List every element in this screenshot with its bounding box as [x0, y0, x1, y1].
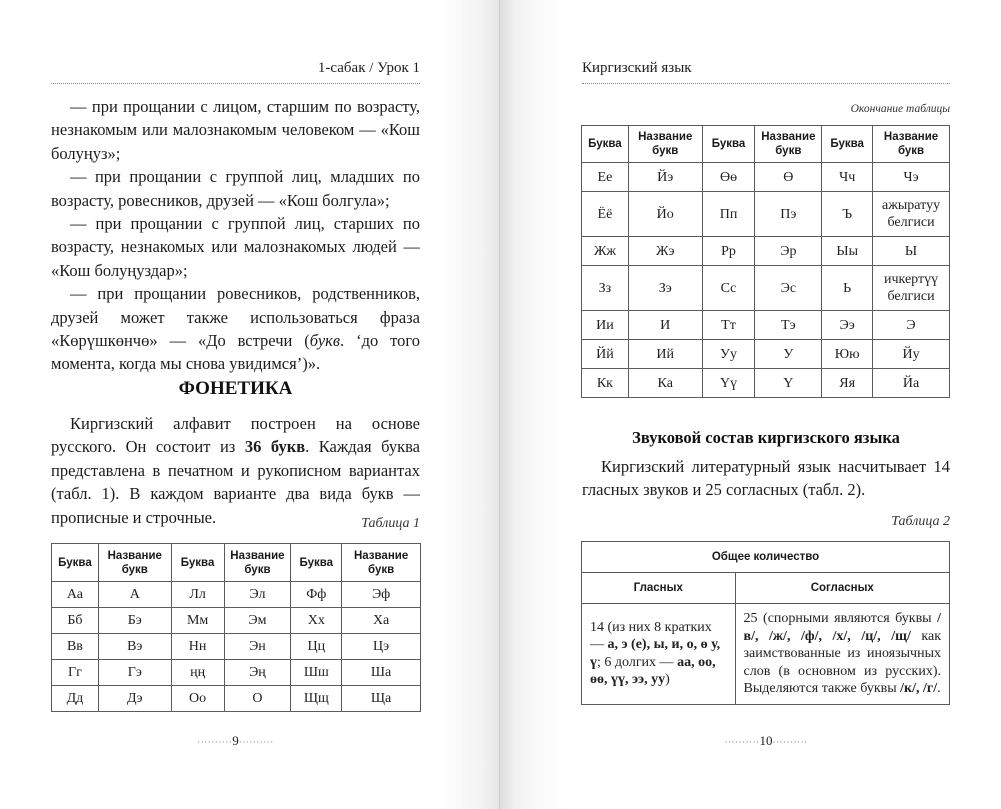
page-number-right — [582, 733, 950, 749]
column-header: Название букв — [224, 544, 291, 582]
text-run: Киргизский алфавит построен на основе русского. Он состоит из — [51, 414, 420, 457]
paragraph: Киргизский литературный язык насчитывает 14 гласных звуков и 25 согласных (табл. 2). — [582, 457, 950, 500]
table-caption-2: Таблица 2 — [891, 514, 950, 529]
paragraph — [51, 282, 420, 376]
running-head-left: 1-сабак / Урок 1 — [51, 60, 420, 84]
text-run: ) — [665, 672, 670, 688]
letter-cell: Хх — [291, 608, 342, 634]
letter-cell: Нн — [171, 634, 224, 660]
letter-name-cell: Цэ — [342, 634, 421, 660]
letter-cell: Өө — [702, 163, 755, 192]
letter-name-cell: Эр — [755, 237, 822, 266]
text-run: как заимствованные из иноязычных слов (в основном из русских). Выделяются также буквы — [743, 628, 941, 696]
letter-cell: Юю — [822, 340, 873, 369]
letter-cell: Оо — [171, 686, 224, 712]
distinguished-consonants-list: /к/, /г/ — [900, 681, 938, 696]
letter-cell: Тт — [702, 311, 755, 340]
letter-cell: Зз — [582, 266, 629, 311]
letter-cell: Фф — [291, 582, 342, 608]
column-header: Буква — [171, 544, 224, 582]
letter-cell: Пп — [702, 192, 755, 237]
table-row — [52, 686, 421, 712]
letter-cell: Чч — [822, 163, 873, 192]
letter-cell: ңң — [171, 660, 224, 686]
italic-abbrev: букв — [309, 331, 341, 351]
page-number-left — [51, 733, 420, 749]
table-row — [52, 660, 421, 686]
text-run: ; 6 долгих — — [597, 654, 678, 670]
letter-cell: Ии — [582, 311, 629, 340]
table-row — [582, 340, 950, 369]
table-row — [582, 192, 950, 237]
column-header: Буква — [822, 126, 873, 163]
letter-name-cell: Эф — [342, 582, 421, 608]
letter-cell: Вв — [52, 634, 99, 660]
letter-name-cell: Эс — [755, 266, 822, 311]
table-row — [582, 163, 950, 192]
farewell-paragraphs — [51, 95, 420, 376]
paragraph — [51, 412, 420, 529]
letter-name-cell: Ка — [628, 369, 702, 398]
letter-name-cell: Йэ — [628, 163, 702, 192]
column-header: Название букв — [98, 544, 171, 582]
letter-name-cell: Йо — [628, 192, 702, 237]
letter-cell: Кк — [582, 369, 629, 398]
running-head-right: Киргизский язык — [582, 60, 950, 84]
column-header: Название букв — [873, 126, 950, 163]
table-title: Общее количество — [582, 542, 950, 573]
letter-name-cell: Пэ — [755, 192, 822, 237]
disputed-consonants-list: /в/, /ж/, /ф/, /х/, /ц/, /щ/ — [743, 611, 941, 644]
alphabet-table-1 — [51, 543, 421, 712]
bold-count: 36 букв — [244, 437, 306, 457]
table-row — [582, 266, 950, 311]
column-header: Буква — [291, 544, 342, 582]
text-run: . — [937, 681, 941, 696]
table-row — [582, 237, 950, 266]
right-page — [500, 0, 1001, 809]
letter-name-cell: Вэ — [98, 634, 171, 660]
letter-name-cell: ажыратуу белгиси — [873, 192, 950, 237]
column-header: Название букв — [755, 126, 822, 163]
letter-cell: Аа — [52, 582, 99, 608]
paragraph: — при прощании с лицом, старшим по возрасту, незнакомым или малознакомым человеком — «Кош болуңуз»; — [51, 97, 420, 163]
letter-cell: Щщ — [291, 686, 342, 712]
table-header-row — [52, 544, 421, 582]
letter-cell: Мм — [171, 608, 224, 634]
table-row — [52, 582, 421, 608]
letter-name-cell: Ү — [755, 369, 822, 398]
folio-dots: ·········· — [772, 737, 808, 748]
vowels-cell — [582, 604, 736, 705]
letter-cell: Рр — [702, 237, 755, 266]
paragraph: — при прощании с группой лиц, старших по возрасту, незнакомых или малознакомых людей — «Кош болуңуздар»; — [51, 214, 420, 280]
letter-name-cell: Зэ — [628, 266, 702, 311]
letter-name-cell: ичкертүү белгиси — [873, 266, 950, 311]
table-row — [582, 604, 950, 705]
column-header-vowels: Гласных — [582, 573, 736, 604]
letter-name-cell: Ы — [873, 237, 950, 266]
column-header: Название букв — [628, 126, 702, 163]
letter-name-cell: Ша — [342, 660, 421, 686]
text-run: 14 (из них 8 кратких — — [590, 619, 712, 653]
text-run: — при прощании ровесников, родственников, друзей может также использоваться фраза «Көрүшкөнчө» — «До встречи ( — [51, 284, 420, 351]
table-row — [52, 608, 421, 634]
letter-name-cell: Эм — [224, 608, 291, 634]
letter-cell: Ь — [822, 266, 873, 311]
letter-cell: Яя — [822, 369, 873, 398]
short-vowels-list: а, э (е), ы, и, о, ө у, ү — [590, 637, 721, 670]
text-run: . Каждая буква представлена в печатном и рукописном вариантах (табл. 1). В каждом варианте два вида букв — прописные и строчные. — [51, 437, 420, 527]
table-header-row — [582, 126, 950, 163]
letter-cell: Дд — [52, 686, 99, 712]
letter-name-cell: Ща — [342, 686, 421, 712]
letter-name-cell: Дэ — [98, 686, 171, 712]
section-title-sound-composition: Звуковой состав киргизского языка — [632, 428, 900, 447]
alphabet-table-1-continued — [581, 125, 950, 398]
consonants-cell — [735, 604, 949, 705]
letter-name-cell: Тэ — [755, 311, 822, 340]
letter-cell: Йй — [582, 340, 629, 369]
folio-dots: ·········· — [724, 737, 760, 748]
table-title-row — [582, 542, 950, 573]
table-row — [582, 369, 950, 398]
long-vowels-list: аа, оо, өө, үү, ээ, уу — [590, 654, 716, 688]
column-header-consonants: Согласных — [735, 573, 949, 604]
letter-name-cell: Жэ — [628, 237, 702, 266]
table-caption-1: Таблица 1 — [361, 516, 420, 531]
letter-cell: Лл — [171, 582, 224, 608]
letter-cell: Гг — [52, 660, 99, 686]
table-header-row — [582, 573, 950, 604]
letter-name-cell: Ө — [755, 163, 822, 192]
letter-cell: Үү — [702, 369, 755, 398]
column-header: Буква — [52, 544, 99, 582]
text-run: . ‘до того момента, когда мы снова увидимся’)». — [51, 331, 420, 374]
column-header: Название букв — [342, 544, 421, 582]
left-page — [0, 0, 500, 809]
column-header: Буква — [582, 126, 629, 163]
paragraph: — при прощании с группой лиц, младших по возрасту, ровесников, друзей — «Кош болгула»; — [51, 167, 420, 210]
page-number: 10 — [759, 733, 773, 748]
letter-name-cell: Чэ — [873, 163, 950, 192]
letter-name-cell: И — [628, 311, 702, 340]
letter-name-cell: А — [98, 582, 171, 608]
sound-count-table — [581, 541, 950, 705]
page-number: 9 — [232, 733, 239, 748]
folio-dots: ·········· — [238, 737, 274, 748]
letter-name-cell: Ха — [342, 608, 421, 634]
letter-cell: Уу — [702, 340, 755, 369]
letter-cell: Ёё — [582, 192, 629, 237]
sound-paragraph — [582, 455, 950, 502]
letter-name-cell: О — [224, 686, 291, 712]
letter-name-cell: Йу — [873, 340, 950, 369]
letter-cell: Ъ — [822, 192, 873, 237]
letter-cell: Шш — [291, 660, 342, 686]
letter-cell: Ыы — [822, 237, 873, 266]
letter-name-cell: Эл — [224, 582, 291, 608]
letter-cell: Жж — [582, 237, 629, 266]
letter-cell: Ее — [582, 163, 629, 192]
letter-name-cell: Э — [873, 311, 950, 340]
letter-name-cell: Гэ — [98, 660, 171, 686]
letter-cell: Цц — [291, 634, 342, 660]
column-header: Буква — [702, 126, 755, 163]
table-row — [52, 634, 421, 660]
text-run: 25 (спорными являются буквы — [743, 611, 938, 626]
letter-name-cell: Йа — [873, 369, 950, 398]
letter-cell: Бб — [52, 608, 99, 634]
phonetics-paragraph — [51, 412, 420, 529]
letter-name-cell: У — [755, 340, 822, 369]
table-row — [582, 311, 950, 340]
letter-name-cell: Бэ — [98, 608, 171, 634]
section-title-phonetics: ФОНЕТИКА — [178, 378, 293, 399]
letter-name-cell: Эң — [224, 660, 291, 686]
letter-cell: Ээ — [822, 311, 873, 340]
letter-name-cell: Эн — [224, 634, 291, 660]
folio-dots: ·········· — [197, 737, 233, 748]
table-continuation-caption: Окончание таблицы — [850, 103, 950, 115]
letter-name-cell: Ий — [628, 340, 702, 369]
letter-cell: Сс — [702, 266, 755, 311]
